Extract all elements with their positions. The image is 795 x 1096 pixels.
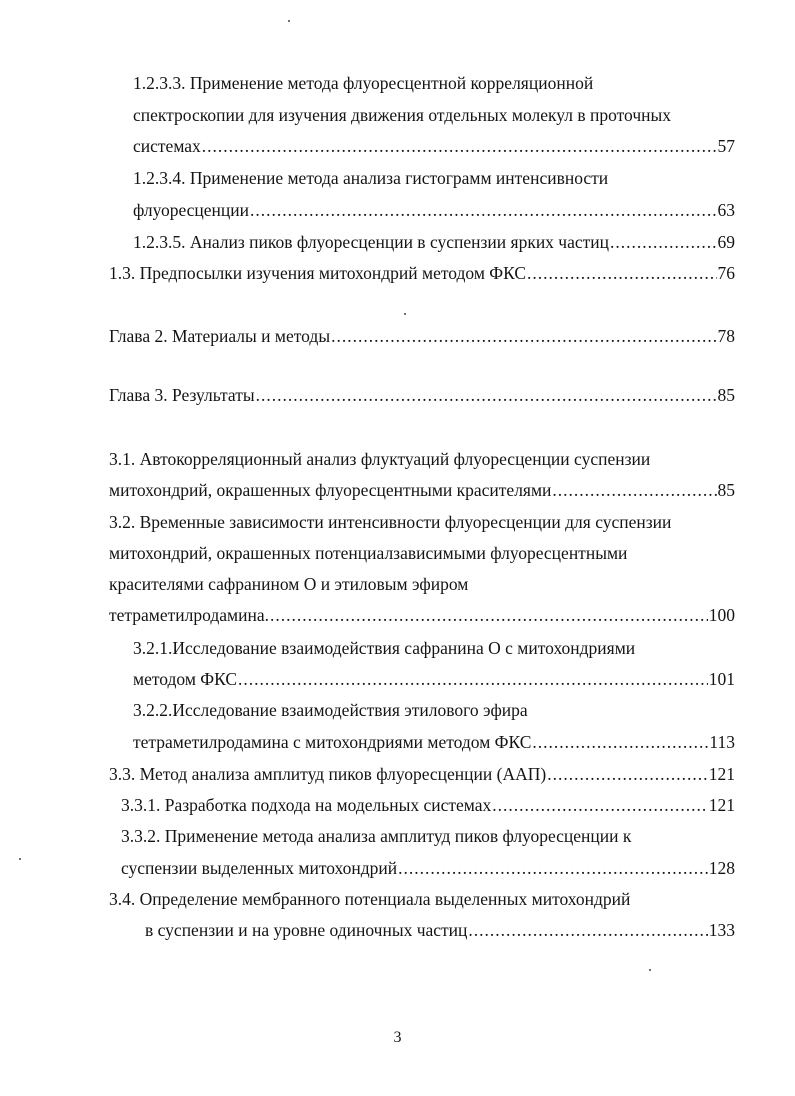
toc-page-number: 57 xyxy=(717,136,735,156)
toc-entry-3-1-line-1 xyxy=(109,447,735,471)
dot-leader xyxy=(552,478,716,502)
toc-entry-3-3-2-line-1 xyxy=(121,824,735,848)
dot-leader xyxy=(331,324,716,348)
toc-page-number: 121 xyxy=(708,764,735,784)
toc-page-number: 101 xyxy=(708,669,735,689)
toc-entry-3-4-line-1 xyxy=(109,887,735,911)
toc-entry-3-2-2-line-2[interactable] xyxy=(133,730,735,754)
toc-entry-text: 3.4. Определение мембранного потенциала выделенных митохондрий xyxy=(109,889,631,909)
toc-entry-text: 3.3.2. Применение метода анализа амплитуд пиков флуоресценции к xyxy=(121,826,632,846)
dot-leader xyxy=(238,667,708,691)
toc-entry-text: суспензии выделенных митохондрий xyxy=(121,858,398,878)
dot-leader xyxy=(492,793,707,817)
toc-entry-3-2-2-line-1 xyxy=(133,698,735,722)
toc-entry-3-4-line-2[interactable] xyxy=(145,918,735,942)
toc-entry-1-2-3-5[interactable] xyxy=(133,230,735,254)
toc-page-number: 133 xyxy=(708,920,735,940)
dot-leader xyxy=(527,261,716,285)
scan-speck xyxy=(288,20,290,22)
toc-entry-text: 3.2.1.Исследование взаимодействия сафранина О с митохондриями xyxy=(133,638,636,658)
toc-entry-3-2-line-2 xyxy=(109,541,735,565)
toc-entry-1-2-3-3-line-3[interactable] xyxy=(133,134,735,158)
toc-page-number: 76 xyxy=(717,263,735,283)
scan-speck xyxy=(404,313,406,315)
dot-leader xyxy=(468,918,707,942)
toc-entry-text: 3.3.1. Разработка подхода на модельных системах xyxy=(121,795,492,815)
toc-page-number: 69 xyxy=(717,232,735,252)
toc-entry-text: 1.2.3.4. Применение метода анализа гистограмм интенсивности xyxy=(133,168,609,188)
dot-leader xyxy=(250,198,716,222)
toc-entry-text: тетраметилродамина с митохондриями методом ФКС xyxy=(133,732,532,752)
toc-entry-text: 3.1. Автокорреляционный анализ флуктуаций флуоресценции суспензии xyxy=(109,449,651,469)
toc-entry-chapter-2[interactable] xyxy=(109,324,735,348)
dot-leader xyxy=(547,762,708,786)
toc-entry-3-2-1-line-2[interactable] xyxy=(133,667,735,691)
toc-entry-chapter-3[interactable] xyxy=(109,383,735,407)
toc-entry-3-2-1-line-1 xyxy=(133,636,735,660)
toc-page-number: 100 xyxy=(708,605,735,625)
toc-entry-3-3-2-line-2[interactable] xyxy=(121,856,735,880)
toc-entry-1-2-3-4-line-1 xyxy=(133,166,735,190)
scan-speck xyxy=(649,969,651,971)
toc-page-number: 85 xyxy=(717,480,735,500)
dot-leader xyxy=(270,603,708,627)
toc-entry-text: в суспензии и на уровне одиночных частиц xyxy=(145,920,468,940)
toc-page-number: 121 xyxy=(708,795,735,815)
toc-entry-text: митохондрий, окрашенных флуоресцентными красителями xyxy=(109,480,552,500)
toc-page-number: 78 xyxy=(717,326,735,346)
toc-entry-text: красителями сафранином О и этиловым эфиром xyxy=(109,574,469,594)
toc-entry-text: системах xyxy=(133,136,201,156)
dot-leader xyxy=(532,730,708,754)
toc-entry-3-1-line-2[interactable] xyxy=(109,478,735,502)
toc-entry-text: флуоресценции xyxy=(133,200,250,220)
toc-page-number: 85 xyxy=(717,385,735,405)
toc-entry-3-2-line-4[interactable] xyxy=(109,603,735,627)
toc-entry-text: спектроскопии для изучения движения отдельных молекул в проточных xyxy=(133,105,671,125)
toc-page-number: 113 xyxy=(709,732,735,752)
page-number: 3 xyxy=(393,1029,402,1046)
toc-entry-text: митохондрий, окрашенных потенциалзависимыми флуоресцентными xyxy=(109,543,628,563)
toc-entry-text: 1.3. Предпосылки изучения митохондрий методом ФКС xyxy=(109,263,527,283)
toc-page-number: 128 xyxy=(708,858,735,878)
toc-entry-3-2-line-1 xyxy=(109,510,735,534)
toc-entry-1-3[interactable] xyxy=(109,261,735,285)
toc-page-number: 63 xyxy=(717,200,735,220)
toc-entry-3-2-line-3 xyxy=(109,572,735,596)
toc-entry-text: Глава 3. Результаты xyxy=(109,385,255,405)
toc-entry-text: тетраметилродамина. xyxy=(109,605,269,625)
toc-entry-text: 1.2.3.5. Анализ пиков флуоресценции в суспензии ярких частиц xyxy=(133,232,610,252)
dot-leader xyxy=(398,856,708,880)
toc-entry-text: 3.3. Метод анализа амплитуд пиков флуоресценции (ААП) xyxy=(109,764,547,784)
toc-entry-3-3-1[interactable] xyxy=(121,793,735,817)
toc-entry-1-2-3-3-line-1 xyxy=(133,71,735,95)
dot-leader xyxy=(202,134,717,158)
toc-entry-3-3[interactable] xyxy=(109,762,735,786)
toc-entry-text: 1.2.3.3. Применение метода флуоресцентной корреляционной xyxy=(133,73,594,93)
toc-entry-text: 3.2. Временные зависимости интенсивности флуоресценции для суспензии xyxy=(109,512,672,532)
toc-entry-1-2-3-3-line-2 xyxy=(133,103,735,127)
dot-leader xyxy=(256,383,717,407)
toc-entry-text: 3.2.2.Исследование взаимодействия этилового эфира xyxy=(133,700,528,720)
scan-speck xyxy=(19,858,21,860)
toc-entry-text: методом ФКС xyxy=(133,669,238,689)
toc-entry-1-2-3-4-line-2[interactable] xyxy=(133,198,735,222)
dot-leader xyxy=(610,230,716,254)
toc-entry-text: Глава 2. Материалы и методы xyxy=(109,326,331,346)
